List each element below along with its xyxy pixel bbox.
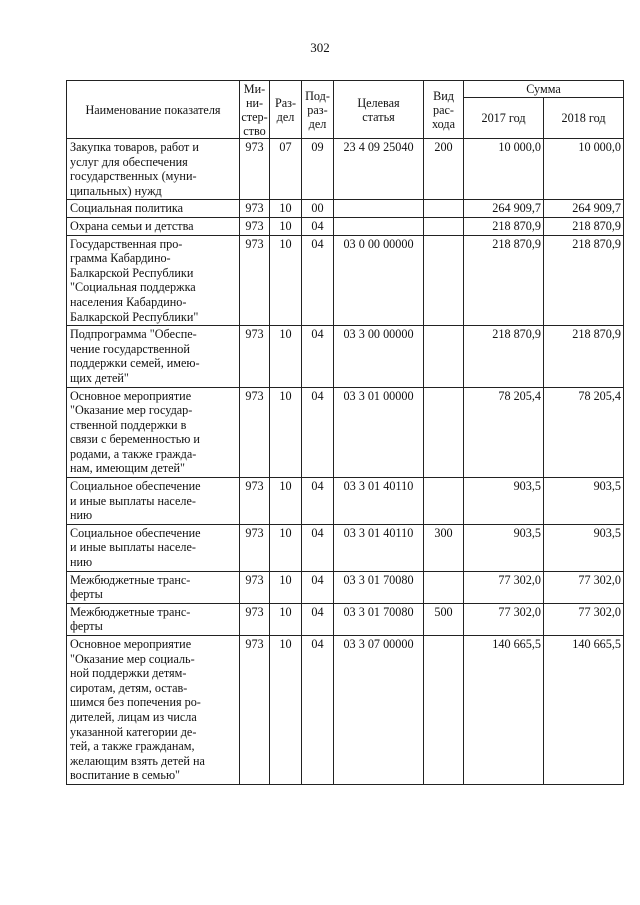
table-row — [67, 603, 624, 635]
table-row — [67, 478, 624, 525]
cell-sum-2017: 140 665,5 — [464, 636, 544, 785]
cell-ministry: 973 — [240, 636, 270, 785]
cell-target: 03 3 01 70080 — [334, 571, 424, 603]
cell-section: 10 — [270, 603, 302, 635]
cell-ministry: 973 — [240, 326, 270, 387]
cell-expense-type — [424, 571, 464, 603]
cell-expense-type: 200 — [424, 139, 464, 200]
cell-sum-2018: 903,5 — [544, 524, 624, 571]
header-ministry: Ми- ни- стер- ство — [241, 81, 268, 138]
cell-section: 10 — [270, 235, 302, 326]
cell-target — [334, 200, 424, 218]
cell-target: 03 3 00 00000 — [334, 326, 424, 387]
cell-expense-type — [424, 387, 464, 478]
cell-expense-type — [424, 636, 464, 785]
table-row — [67, 200, 624, 218]
cell-ministry: 973 — [240, 524, 270, 571]
cell-sum-2018: 78 205,4 — [544, 387, 624, 478]
cell-section: 10 — [270, 636, 302, 785]
cell-subsection: 04 — [302, 636, 334, 785]
cell-sum-2017: 218 870,9 — [464, 235, 544, 326]
cell-target: 03 3 01 40110 — [334, 524, 424, 571]
budget-table — [66, 80, 624, 785]
header-expense-type: Вид рас- хода — [424, 81, 464, 139]
cell-name: Социальное обеспечение и иные выплаты населе- нию — [67, 524, 240, 571]
cell-section: 10 — [270, 571, 302, 603]
cell-section: 10 — [270, 217, 302, 235]
cell-expense-type — [424, 478, 464, 525]
cell-name: Основное мероприятие "Оказание мер социаль- ной поддержки детям- сиротам, детям, остав- шимся без попечения ро- дителей, лицам из числа указанной категории де- тей, а также гражданам, желающим взять детей на воспитание в семью" — [67, 636, 240, 785]
cell-expense-type: 300 — [424, 524, 464, 571]
cell-sum-2017: 77 302,0 — [464, 603, 544, 635]
cell-target: 23 4 09 25040 — [334, 139, 424, 200]
cell-subsection: 09 — [302, 139, 334, 200]
cell-sum-2017: 264 909,7 — [464, 200, 544, 218]
cell-subsection: 04 — [302, 235, 334, 326]
cell-target: 03 3 01 40110 — [334, 478, 424, 525]
table-row — [67, 524, 624, 571]
cell-target: 03 3 01 00000 — [334, 387, 424, 478]
cell-name: Подпрограмма "Обеспе- чение государственной поддержки семей, имею- щих детей" — [67, 326, 240, 387]
cell-expense-type: 500 — [424, 603, 464, 635]
cell-subsection: 04 — [302, 326, 334, 387]
table-row — [67, 571, 624, 603]
header-target: Целевая статья — [334, 81, 424, 139]
cell-sum-2018: 10 000,0 — [544, 139, 624, 200]
cell-expense-type — [424, 217, 464, 235]
cell-sum-2018: 218 870,9 — [544, 326, 624, 387]
header-subsection: Под- раз- дел — [302, 81, 334, 139]
table-row — [67, 326, 624, 387]
cell-sum-2017: 10 000,0 — [464, 139, 544, 200]
cell-expense-type — [424, 326, 464, 387]
header-section: Раз- дел — [270, 81, 302, 139]
cell-expense-type — [424, 235, 464, 326]
cell-ministry: 973 — [240, 603, 270, 635]
cell-sum-2017: 218 870,9 — [464, 326, 544, 387]
cell-section: 10 — [270, 387, 302, 478]
header-sum: Сумма — [464, 81, 624, 98]
cell-name: Основное мероприятие "Оказание мер государ- ственной поддержки в связи с беременностью и родами, а также гражда- нам, имеющим детей" — [67, 387, 240, 478]
cell-name: Межбюджетные транс- ферты — [67, 603, 240, 635]
cell-target: 03 3 01 70080 — [334, 603, 424, 635]
table-row — [67, 139, 624, 200]
cell-subsection: 04 — [302, 524, 334, 571]
cell-ministry: 973 — [240, 139, 270, 200]
cell-subsection: 00 — [302, 200, 334, 218]
cell-section: 10 — [270, 326, 302, 387]
cell-sum-2018: 140 665,5 — [544, 636, 624, 785]
header-row — [67, 81, 624, 98]
cell-name: Социальная политика — [67, 200, 240, 218]
cell-sum-2018: 77 302,0 — [544, 603, 624, 635]
table-row — [67, 387, 624, 478]
cell-sum-2018: 77 302,0 — [544, 571, 624, 603]
header-year-2017: 2017 год — [464, 98, 544, 139]
cell-section: 10 — [270, 524, 302, 571]
cell-sum-2018: 218 870,9 — [544, 217, 624, 235]
cell-sum-2018: 264 909,7 — [544, 200, 624, 218]
cell-section: 07 — [270, 139, 302, 200]
cell-ministry: 973 — [240, 478, 270, 525]
table-body — [67, 139, 624, 785]
table-row — [67, 235, 624, 326]
cell-name: Охрана семьи и детства — [67, 217, 240, 235]
cell-subsection: 04 — [302, 571, 334, 603]
cell-sum-2017: 78 205,4 — [464, 387, 544, 478]
header-name: Наименование показателя — [67, 81, 240, 139]
cell-ministry: 973 — [240, 217, 270, 235]
cell-name: Межбюджетные транс- ферты — [67, 571, 240, 603]
cell-sum-2017: 77 302,0 — [464, 571, 544, 603]
table-row — [67, 217, 624, 235]
table-row — [67, 636, 624, 785]
cell-sum-2017: 218 870,9 — [464, 217, 544, 235]
header-year-2018: 2018 год — [544, 98, 624, 139]
cell-subsection: 04 — [302, 217, 334, 235]
cell-sum-2017: 903,5 — [464, 478, 544, 525]
cell-name: Социальное обеспечение и иные выплаты населе- нию — [67, 478, 240, 525]
cell-section: 10 — [270, 200, 302, 218]
cell-subsection: 04 — [302, 387, 334, 478]
cell-subsection: 04 — [302, 478, 334, 525]
cell-sum-2017: 903,5 — [464, 524, 544, 571]
cell-ministry: 973 — [240, 235, 270, 326]
cell-ministry: 973 — [240, 571, 270, 603]
cell-target — [334, 217, 424, 235]
cell-target: 03 0 00 00000 — [334, 235, 424, 326]
cell-sum-2018: 218 870,9 — [544, 235, 624, 326]
cell-sum-2018: 903,5 — [544, 478, 624, 525]
cell-section: 10 — [270, 478, 302, 525]
cell-expense-type — [424, 200, 464, 218]
cell-name: Закупка товаров, работ и услуг для обеспечения государственных (муни- ципальных) нужд — [67, 139, 240, 200]
cell-target: 03 3 07 00000 — [334, 636, 424, 785]
cell-name: Государственная про- грамма Кабардино- Балкарской Республики "Социальная поддержка населения Кабардино- Балкарской Республики" — [67, 235, 240, 326]
cell-ministry: 973 — [240, 200, 270, 218]
cell-ministry: 973 — [240, 387, 270, 478]
cell-subsection: 04 — [302, 603, 334, 635]
page-number: 302 — [310, 40, 330, 55]
